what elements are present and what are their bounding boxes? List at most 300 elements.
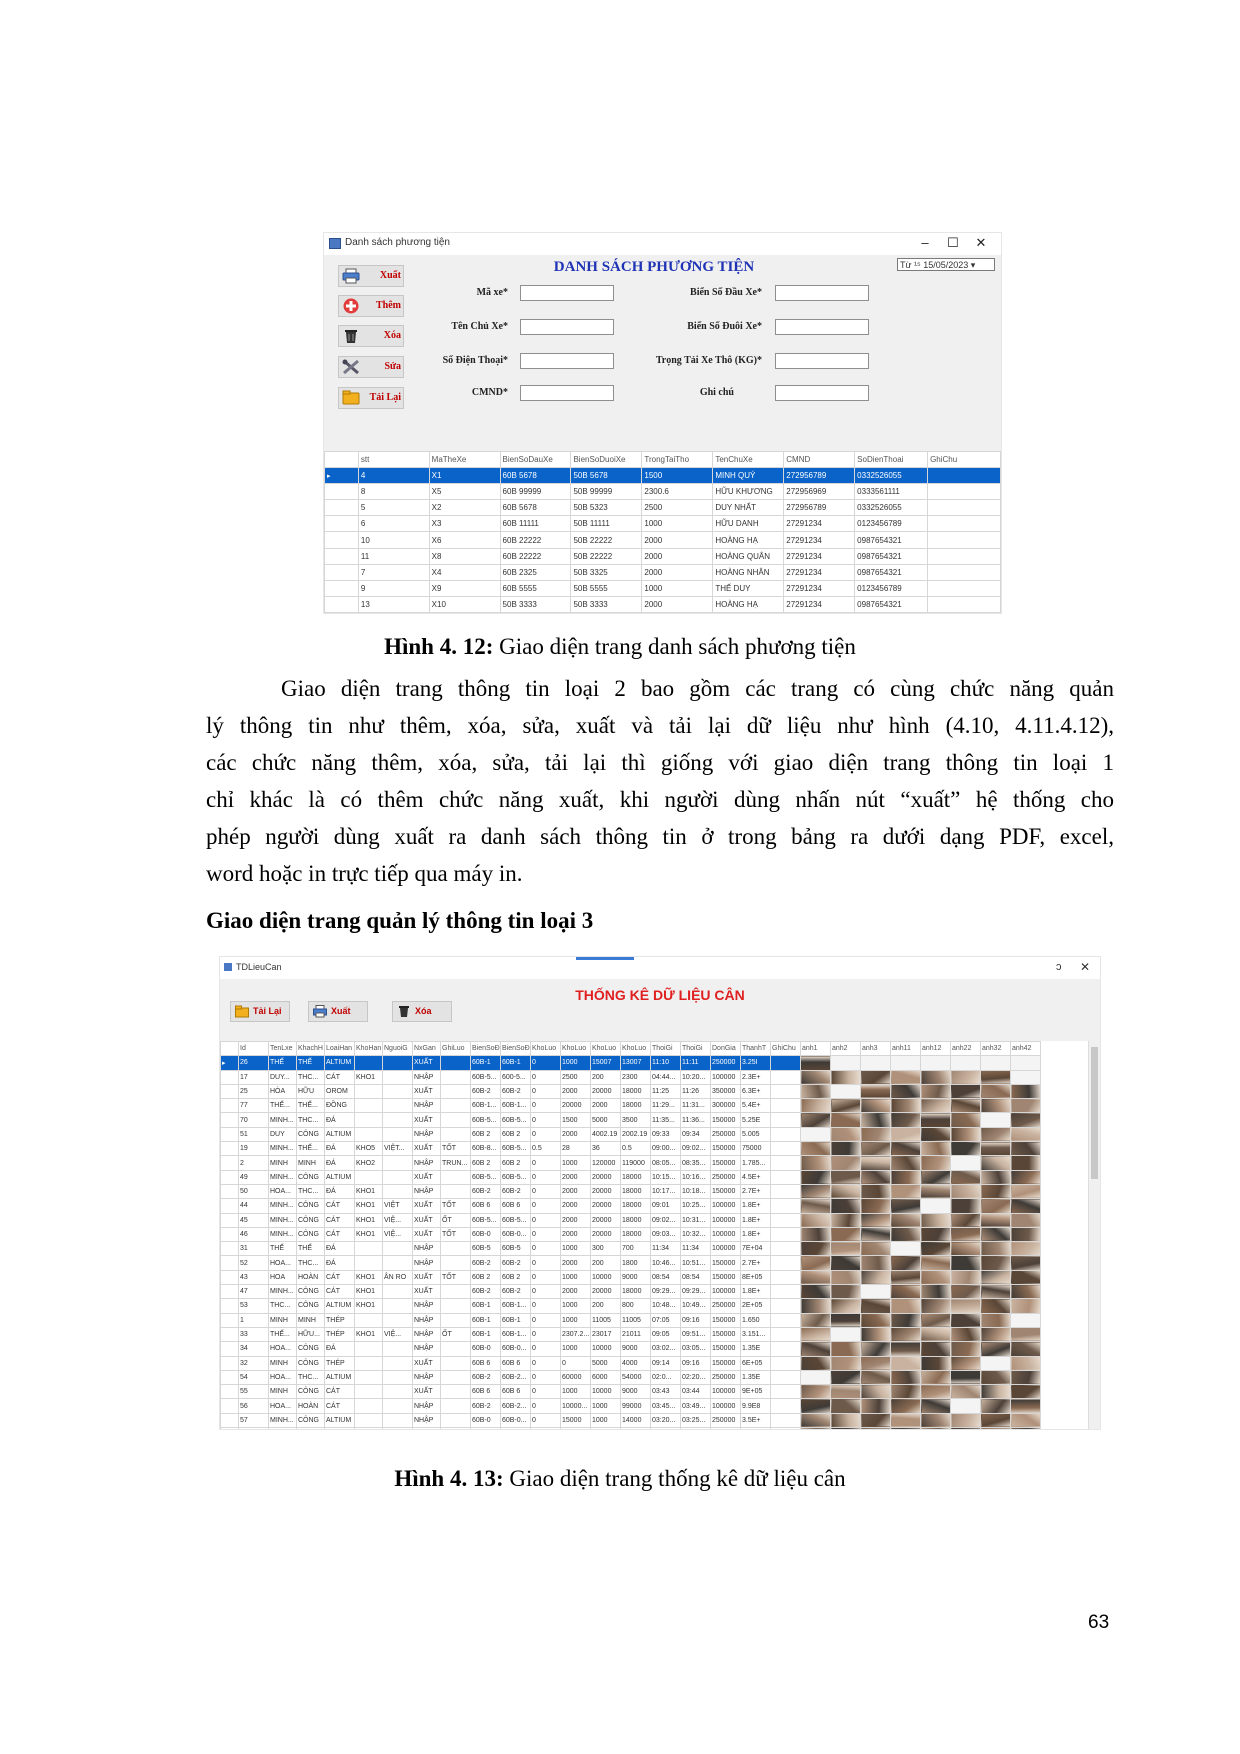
table-cell[interactable]: 150000 (711, 1184, 741, 1198)
column-header[interactable]: BienSoĐ (501, 1042, 531, 1056)
photo-thumbnail[interactable] (861, 1070, 891, 1084)
photo-thumbnail[interactable] (1011, 1370, 1041, 1384)
table-cell[interactable]: THC... (297, 1256, 325, 1270)
table-cell[interactable]: 4.5E+ (741, 1170, 771, 1184)
table-cell[interactable]: 09:33 (651, 1127, 681, 1141)
table-cell[interactable] (713, 612, 784, 614)
table-cell[interactable]: NHẬP (413, 1242, 441, 1256)
table-cell[interactable] (383, 1242, 413, 1256)
table-row[interactable] (221, 1213, 1041, 1227)
edit-button[interactable] (338, 356, 404, 378)
table-cell[interactable]: MINH (297, 1313, 325, 1327)
table-cell[interactable]: X3 (429, 516, 500, 532)
column-header[interactable]: KhoHan (355, 1042, 383, 1056)
table-cell[interactable]: X1 (429, 468, 500, 484)
row-header[interactable] (221, 1213, 239, 1227)
table-cell[interactable]: 3500 (621, 1113, 651, 1127)
table-cell[interactable] (855, 612, 928, 614)
table-cell[interactable]: 03:25... (681, 1413, 711, 1427)
table-cell[interactable]: 0333561111 (855, 484, 928, 500)
table-cell[interactable] (441, 1299, 471, 1313)
photo-thumbnail[interactable] (801, 1156, 831, 1170)
table-cell[interactable]: 10000 (591, 1385, 621, 1399)
table-cell[interactable]: 11:10 (651, 1056, 681, 1070)
photo-thumbnail[interactable] (801, 1227, 831, 1241)
table-cell[interactable] (441, 1256, 471, 1270)
photo-thumbnail[interactable] (801, 1084, 831, 1098)
table-cell[interactable]: 60B-1 (501, 1313, 531, 1327)
photo-thumbnail[interactable] (1011, 1327, 1041, 1341)
table-cell[interactable]: 0987654321 (855, 564, 928, 580)
table-cell[interactable]: 100000 (711, 1385, 741, 1399)
photo-thumbnail[interactable] (1011, 1070, 1041, 1084)
table-cell[interactable] (928, 532, 1001, 548)
row-header[interactable] (221, 1370, 239, 1384)
table-cell[interactable]: 15007 (591, 1056, 621, 1070)
table-cell[interactable]: 60B-0 (471, 1413, 501, 1427)
photo-thumbnail[interactable] (921, 1356, 951, 1370)
table-cell[interactable] (383, 1127, 413, 1141)
table-cell[interactable]: 6.3E+ (741, 1084, 771, 1098)
table-cell[interactable]: 60000 (561, 1370, 591, 1384)
table-cell[interactable]: TRUN... (441, 1156, 471, 1170)
table-cell[interactable]: THẾ (269, 1242, 297, 1256)
table-cell[interactable]: 50 (239, 1184, 269, 1198)
table-cell[interactable]: 300 (591, 1242, 621, 1256)
table-cell[interactable]: 0 (531, 1156, 561, 1170)
table-cell[interactable]: 10:25... (681, 1199, 711, 1213)
photo-thumbnail[interactable] (951, 1099, 981, 1113)
photo-thumbnail[interactable] (981, 1113, 1011, 1127)
photo-thumbnail[interactable] (951, 1428, 981, 1430)
photo-thumbnail[interactable] (1011, 1170, 1041, 1184)
table-cell[interactable]: MINH (269, 1156, 297, 1170)
column-header[interactable]: TrongTaiTho (642, 452, 713, 468)
table-cell[interactable]: 5.4E+ (741, 1099, 771, 1113)
table-cell[interactable] (355, 1242, 383, 1256)
export-button[interactable] (338, 265, 404, 287)
table-cell[interactable] (429, 612, 500, 614)
table-cell[interactable]: 1.785... (741, 1156, 771, 1170)
photo-thumbnail[interactable] (831, 1327, 861, 1341)
photo-thumbnail[interactable] (801, 1099, 831, 1113)
table-cell[interactable]: XUẤT (413, 1142, 441, 1156)
table-cell[interactable]: 1000 (561, 1342, 591, 1356)
note-cell[interactable] (771, 1327, 801, 1341)
row-header[interactable] (325, 500, 359, 516)
table-cell[interactable]: 4 (358, 468, 429, 484)
table-cell[interactable]: 60B-5... (501, 1213, 531, 1227)
table-cell[interactable]: 60B-1... (471, 1099, 501, 1113)
photo-thumbnail[interactable] (891, 1299, 921, 1313)
table-cell[interactable]: 60B 2 (501, 1156, 531, 1170)
table-cell[interactable]: 57 (239, 1413, 269, 1427)
table-cell[interactable]: HOA... (269, 1184, 297, 1198)
table-cell[interactable]: 10:46... (651, 1256, 681, 1270)
table-cell[interactable]: 1000 (642, 580, 713, 596)
table-cell[interactable]: 0 (531, 1242, 561, 1256)
table-cell[interactable] (441, 1370, 471, 1384)
table-cell[interactable]: 54000 (621, 1370, 651, 1384)
photo-thumbnail[interactable] (831, 1313, 861, 1327)
table-cell[interactable]: ĐỒNG (325, 1099, 355, 1113)
table-cell[interactable]: THẾ... (297, 1099, 325, 1113)
table-cell[interactable]: HỮU... (297, 1327, 325, 1341)
table-cell[interactable]: 0 (531, 1256, 561, 1270)
row-header[interactable] (221, 1356, 239, 1370)
table-cell[interactable]: 60B 5678 (500, 468, 571, 484)
table-cell[interactable]: 6000 (591, 1370, 621, 1384)
table-cell[interactable]: HOÀNG HẠ (713, 532, 784, 548)
table-row[interactable] (325, 612, 1001, 614)
table-cell[interactable]: THC... (269, 1299, 297, 1313)
table-cell[interactable]: 2307.2... (561, 1327, 591, 1341)
table-cell[interactable]: 0 (531, 1299, 561, 1313)
table-cell[interactable]: CÔNG (297, 1356, 325, 1370)
photo-thumbnail[interactable] (801, 1056, 831, 1070)
row-header[interactable] (325, 516, 359, 532)
table-cell[interactable]: ỐT (441, 1327, 471, 1341)
photo-thumbnail[interactable] (891, 1356, 921, 1370)
table-cell[interactable]: HOÀN (297, 1270, 325, 1284)
table-cell[interactable] (441, 1242, 471, 1256)
table-cell[interactable]: 0 (531, 1113, 561, 1127)
photo-thumbnail[interactable] (951, 1285, 981, 1299)
add-button[interactable] (338, 295, 404, 317)
table-cell[interactable]: 10:20... (681, 1070, 711, 1084)
table-cell[interactable]: 0.5 (531, 1142, 561, 1156)
column-header[interactable]: anh22 (951, 1042, 981, 1056)
table-cell[interactable]: TỐT (441, 1142, 471, 1156)
table-cell[interactable]: CÔNG (297, 1285, 325, 1299)
photo-thumbnail[interactable] (861, 1385, 891, 1399)
table-cell[interactable]: 20000 (591, 1227, 621, 1241)
photo-thumbnail[interactable] (1011, 1127, 1041, 1141)
row-header[interactable] (221, 1227, 239, 1241)
table-cell[interactable]: 10:32... (681, 1227, 711, 1241)
table-cell[interactable] (383, 1399, 413, 1413)
table-cell[interactable] (441, 1084, 471, 1098)
table-cell[interactable] (441, 1313, 471, 1327)
photo-thumbnail[interactable] (921, 1113, 951, 1127)
table-cell[interactable]: THC... (297, 1184, 325, 1198)
table-cell[interactable]: 27291234 (784, 596, 855, 612)
photo-thumbnail[interactable] (1011, 1199, 1041, 1213)
table-cell[interactable]: 50B 22222 (571, 532, 642, 548)
table-cell[interactable]: 0 (531, 1342, 561, 1356)
table-row[interactable] (325, 468, 1001, 484)
table-cell[interactable]: NHẬP (413, 1370, 441, 1384)
table-cell[interactable]: 0 (531, 1227, 561, 1241)
photo-thumbnail[interactable] (981, 1070, 1011, 1084)
table-cell[interactable]: 1000 (591, 1399, 621, 1413)
table-cell[interactable]: ALTIUM (325, 1056, 355, 1070)
photo-thumbnail[interactable] (1011, 1285, 1041, 1299)
table-cell[interactable]: 34 (239, 1342, 269, 1356)
table-cell[interactable] (441, 1385, 471, 1399)
table-cell[interactable]: 250000 (711, 1170, 741, 1184)
table-cell[interactable]: 5.25E (741, 1113, 771, 1127)
note-cell[interactable] (771, 1113, 801, 1127)
table-cell[interactable]: VIỆT... (383, 1142, 413, 1156)
photo-thumbnail[interactable] (921, 1170, 951, 1184)
photo-thumbnail[interactable] (981, 1270, 1011, 1284)
row-header[interactable] (221, 1270, 239, 1284)
table-cell[interactable]: THC... (297, 1370, 325, 1384)
table-cell[interactable]: TỐT (441, 1199, 471, 1213)
table-cell[interactable]: 0 (531, 1313, 561, 1327)
row-header[interactable] (221, 1184, 239, 1198)
photo-thumbnail[interactable] (951, 1413, 981, 1427)
table-cell[interactable]: 0 (531, 1184, 561, 1198)
table-cell[interactable]: 60B-2... (501, 1399, 531, 1413)
table-cell[interactable] (928, 484, 1001, 500)
table-cell[interactable]: NHẬP (413, 1313, 441, 1327)
table-cell[interactable] (591, 1428, 621, 1430)
table-cell[interactable] (355, 1313, 383, 1327)
table-cell[interactable]: 03:44 (681, 1385, 711, 1399)
table-cell[interactable]: 2000 (561, 1256, 591, 1270)
close-button[interactable]: ✕ (975, 235, 987, 250)
table-cell[interactable]: 250000 (711, 1127, 741, 1141)
table-cell[interactable] (355, 1356, 383, 1370)
table-cell[interactable]: 50B 99999 (571, 484, 642, 500)
table-row[interactable] (221, 1099, 1041, 1113)
table-cell[interactable]: KHO1 (355, 1227, 383, 1241)
table-cell[interactable]: 60B-2 (471, 1285, 501, 1299)
row-header[interactable] (221, 1199, 239, 1213)
note-cell[interactable] (771, 1342, 801, 1356)
table-cell[interactable] (441, 1342, 471, 1356)
table-cell[interactable] (383, 1370, 413, 1384)
photo-thumbnail[interactable] (831, 1142, 861, 1156)
note-cell[interactable] (771, 1142, 801, 1156)
table-cell[interactable]: 0332526055 (855, 468, 928, 484)
table-cell[interactable]: 60B 6 (471, 1385, 501, 1399)
table-cell[interactable]: 09:34 (681, 1127, 711, 1141)
photo-thumbnail[interactable] (831, 1199, 861, 1213)
table-cell[interactable]: 09:05 (651, 1327, 681, 1341)
table-cell[interactable]: XUẤT (413, 1270, 441, 1284)
note-cell[interactable] (771, 1270, 801, 1284)
table-cell[interactable]: X2 (429, 500, 500, 516)
photo-thumbnail[interactable] (951, 1142, 981, 1156)
table-row[interactable] (221, 1070, 1041, 1084)
photo-thumbnail[interactable] (891, 1327, 921, 1341)
photo-thumbnail[interactable] (1011, 1227, 1041, 1241)
column-header[interactable]: NguoiG (383, 1042, 413, 1056)
photo-thumbnail[interactable] (921, 1428, 951, 1430)
table-cell[interactable] (711, 1428, 741, 1430)
photo-thumbnail[interactable] (861, 1056, 891, 1070)
table-cell[interactable] (355, 1370, 383, 1384)
table-cell[interactable]: HOA... (269, 1399, 297, 1413)
photo-thumbnail[interactable] (981, 1428, 1011, 1430)
table-cell[interactable]: 1500 (642, 468, 713, 484)
table-cell[interactable]: 250000 (711, 1413, 741, 1427)
photo-thumbnail[interactable] (951, 1242, 981, 1256)
table-cell[interactable]: 150000 (711, 1327, 741, 1341)
photo-thumbnail[interactable] (891, 1399, 921, 1413)
photo-thumbnail[interactable] (921, 1242, 951, 1256)
note-cell[interactable] (771, 1184, 801, 1198)
photo-thumbnail[interactable] (801, 1142, 831, 1156)
photo-thumbnail[interactable] (801, 1070, 831, 1084)
row-header[interactable] (325, 484, 359, 500)
table-cell[interactable]: VIỆ... (383, 1327, 413, 1341)
row-header[interactable] (221, 1428, 239, 1430)
table-cell[interactable]: NHẬP (413, 1327, 441, 1341)
table-cell[interactable]: 150000 (711, 1342, 741, 1356)
photo-thumbnail[interactable] (891, 1199, 921, 1213)
table-cell[interactable]: 33 (239, 1327, 269, 1341)
table-cell[interactable]: 10000 (591, 1342, 621, 1356)
table-cell[interactable] (928, 516, 1001, 532)
table-cell[interactable]: 08:54 (681, 1270, 711, 1284)
photo-thumbnail[interactable] (891, 1428, 921, 1430)
table-cell[interactable] (928, 596, 1001, 612)
photo-thumbnail[interactable] (891, 1099, 921, 1113)
photo-thumbnail[interactable] (831, 1127, 861, 1141)
table-cell[interactable]: KHO1 (355, 1184, 383, 1198)
photo-thumbnail[interactable] (981, 1327, 1011, 1341)
table-cell[interactable]: 8 (358, 484, 429, 500)
photo-thumbnail[interactable] (1011, 1256, 1041, 1270)
note-cell[interactable] (771, 1213, 801, 1227)
column-header[interactable]: anh3 (861, 1042, 891, 1056)
table-cell[interactable]: NHẬP (413, 1156, 441, 1170)
table-cell[interactable]: 50B 3333 (500, 596, 571, 612)
table-cell[interactable]: 1000 (561, 1156, 591, 1170)
column-header[interactable]: SoDienThoai (855, 452, 928, 468)
photo-thumbnail[interactable] (801, 1342, 831, 1356)
table-row[interactable] (325, 596, 1001, 612)
photo-thumbnail[interactable] (921, 1127, 951, 1141)
table-cell[interactable]: 43 (239, 1270, 269, 1284)
photo-thumbnail[interactable] (801, 1270, 831, 1284)
table-cell[interactable]: 31 (239, 1242, 269, 1256)
photo-thumbnail[interactable] (831, 1084, 861, 1098)
table-cell[interactable]: 20000 (591, 1170, 621, 1184)
photo-thumbnail[interactable] (1011, 1399, 1041, 1413)
table-cell[interactable]: 11:25 (651, 1084, 681, 1098)
photo-thumbnail[interactable] (861, 1327, 891, 1341)
table-cell[interactable]: CÁT (325, 1227, 355, 1241)
photo-thumbnail[interactable] (981, 1227, 1011, 1241)
table-cell[interactable]: 8E+05 (741, 1270, 771, 1284)
table-cell[interactable]: 5000 (591, 1356, 621, 1370)
table-cell[interactable]: HOA (269, 1270, 297, 1284)
photo-thumbnail[interactable] (861, 1127, 891, 1141)
table-cell[interactable]: KHO5 (355, 1142, 383, 1156)
table-cell[interactable]: KHO2 (355, 1156, 383, 1170)
table-cell[interactable]: 1.8E+ (741, 1199, 771, 1213)
table-cell[interactable]: 60B-5... (471, 1170, 501, 1184)
table-cell[interactable]: 20000 (591, 1184, 621, 1198)
note-cell[interactable] (771, 1299, 801, 1313)
table-cell[interactable]: 11:34 (681, 1242, 711, 1256)
photo-thumbnail[interactable] (861, 1084, 891, 1098)
table-cell[interactable]: 100000 (711, 1227, 741, 1241)
column-header[interactable]: TenChuXe (713, 452, 784, 468)
table-cell[interactable]: 60B-0 (471, 1342, 501, 1356)
table-cell[interactable]: 09:02... (651, 1213, 681, 1227)
table-cell[interactable]: DUY NHẤT (713, 500, 784, 516)
note-cell[interactable] (771, 1084, 801, 1098)
table-cell[interactable]: MINH (269, 1356, 297, 1370)
photo-thumbnail[interactable] (921, 1285, 951, 1299)
table-cell[interactable]: CÔNG (297, 1299, 325, 1313)
table-cell[interactable]: NHẬP (413, 1256, 441, 1270)
table-cell[interactable]: 60B-2 (471, 1256, 501, 1270)
table-row[interactable] (221, 1428, 1041, 1430)
table-cell[interactable]: 11005 (621, 1313, 651, 1327)
table-cell[interactable]: THẾ... (297, 1142, 325, 1156)
photo-thumbnail[interactable] (801, 1413, 831, 1427)
table-cell[interactable]: 2300.6 (642, 484, 713, 500)
table-cell[interactable] (441, 1113, 471, 1127)
table-cell[interactable]: 53 (239, 1299, 269, 1313)
photo-thumbnail[interactable] (861, 1399, 891, 1413)
table-cell[interactable] (681, 1428, 711, 1430)
table-cell[interactable]: 11:35... (651, 1113, 681, 1127)
table-row[interactable] (221, 1413, 1041, 1427)
table-cell[interactable]: 20000 (591, 1213, 621, 1227)
table-cell[interactable]: 5000 (591, 1113, 621, 1127)
table-cell[interactable]: 60B-1... (501, 1327, 531, 1341)
table-cell[interactable]: 13007 (621, 1056, 651, 1070)
table-cell[interactable]: 18000 (621, 1084, 651, 1098)
photo-thumbnail[interactable] (831, 1170, 861, 1184)
table-cell[interactable] (355, 1342, 383, 1356)
table-cell[interactable]: 0 (531, 1370, 561, 1384)
row-header[interactable] (221, 1385, 239, 1399)
table-row[interactable] (221, 1170, 1041, 1184)
table-cell[interactable]: 09:01 (651, 1199, 681, 1213)
table-row[interactable] (221, 1056, 1041, 1070)
table-cell[interactable]: 60B-8... (471, 1142, 501, 1156)
table-cell[interactable]: HOA... (269, 1342, 297, 1356)
table-cell[interactable]: 2000 (561, 1227, 591, 1241)
table-cell[interactable]: 56 (239, 1399, 269, 1413)
table-cell[interactable]: 150000 (711, 1142, 741, 1156)
table-cell[interactable]: CÔNG (297, 1170, 325, 1184)
table-cell[interactable]: 60B 2 (471, 1127, 501, 1141)
table-cell[interactable]: 0987654321 (855, 596, 928, 612)
table-cell[interactable]: 60B 2325 (500, 564, 571, 580)
photo-thumbnail[interactable] (1011, 1242, 1041, 1256)
table-cell[interactable]: 9 (358, 580, 429, 596)
table-cell[interactable]: 60B-2 (501, 1285, 531, 1299)
table-cell[interactable]: 19 (239, 1142, 269, 1156)
row-header[interactable] (221, 1127, 239, 1141)
table-cell[interactable]: KHO1 (355, 1213, 383, 1227)
table-cell[interactable]: 100000 (711, 1199, 741, 1213)
photo-thumbnail[interactable] (951, 1356, 981, 1370)
table-cell[interactable]: ĐÁ (325, 1156, 355, 1170)
column-header[interactable]: KhachH (297, 1042, 325, 1056)
row-header[interactable]: ▸ (221, 1056, 239, 1070)
table-cell[interactable]: 03:02... (651, 1342, 681, 1356)
table-cell[interactable] (441, 1070, 471, 1084)
table-cell[interactable] (928, 468, 1001, 484)
table-row[interactable] (325, 532, 1001, 548)
photo-thumbnail[interactable] (891, 1084, 921, 1098)
table-cell[interactable]: 800 (621, 1299, 651, 1313)
table-cell[interactable] (239, 1428, 269, 1430)
photo-thumbnail[interactable] (951, 1327, 981, 1341)
column-header[interactable]: KhoLuo (621, 1042, 651, 1056)
